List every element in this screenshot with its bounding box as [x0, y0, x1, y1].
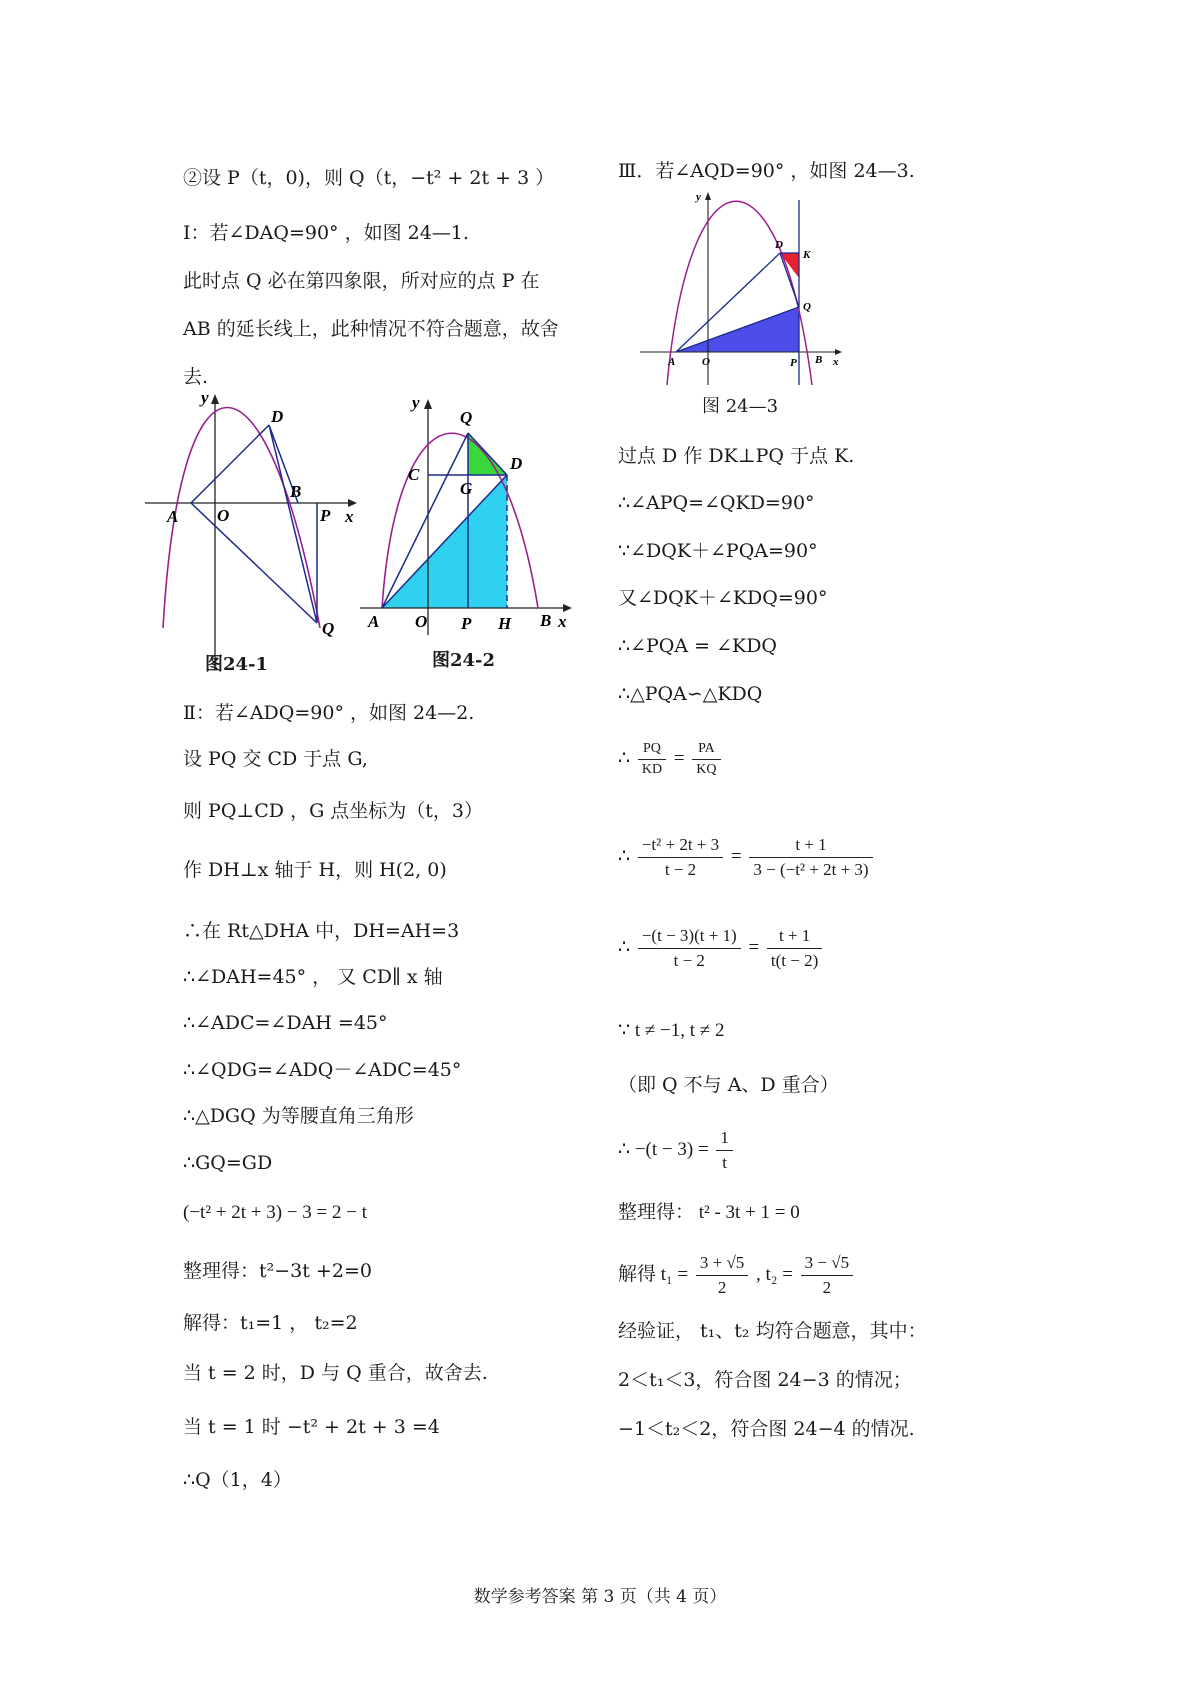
label-O: O: [702, 356, 710, 368]
label-x: x: [345, 507, 354, 526]
numerator: t + 1: [767, 925, 822, 949]
figure-24-3: [640, 190, 850, 390]
fraction: [638, 740, 666, 779]
figure-24-2: [360, 395, 585, 665]
figure-caption: 图 24—3: [702, 396, 779, 417]
label-B: B: [540, 611, 552, 630]
text-line: 去.: [183, 366, 209, 388]
text-line: 作 DH⊥x 轴于 H，则 H(2, 0): [183, 859, 447, 881]
equation: (−t² + 2t + 3) − 3 = 2 − t: [183, 1202, 367, 1223]
label-y: y: [201, 390, 209, 407]
denominator: t − 2: [664, 860, 697, 879]
therefore-symbol: ∴: [618, 845, 631, 867]
label-G: G: [460, 479, 473, 498]
numerator: t + 1: [749, 834, 872, 858]
text-line: ∴Q（1，4）: [183, 1469, 292, 1491]
label-A: A: [368, 612, 380, 631]
text-line: ∵∠DQK＋∠PQA=90°: [618, 540, 818, 562]
equals-sign: =: [748, 936, 760, 958]
label-H: H: [498, 614, 512, 633]
text-line: 整理得： t² - 3t + 1 = 0: [618, 1202, 800, 1223]
numerator: 1: [716, 1127, 733, 1151]
fraction: [801, 1252, 853, 1299]
equals-sign: =: [673, 747, 685, 769]
text-line: 整理得：t²−3t +2=0: [183, 1260, 372, 1282]
equation-ratio: [618, 740, 724, 779]
text-line: ∴△DGQ 为等腰直角三角形: [183, 1105, 414, 1127]
label-C: C: [408, 465, 420, 484]
text-line: ∴△PQA∽△KDQ: [618, 683, 763, 705]
numerator: PA: [692, 740, 720, 760]
fraction: [696, 1252, 748, 1299]
fraction: [767, 925, 822, 972]
text-line: ∵ t ≠ −1, t ≠ 2: [618, 1020, 725, 1041]
therefore-symbol: ∴: [618, 936, 631, 958]
equation-simplified: [618, 1127, 736, 1174]
text-line: 设 PQ 交 CD 于点 G,: [183, 748, 368, 770]
label-y: y: [696, 191, 701, 203]
text-line: 解得：t₁=1 ， t₂=2: [183, 1312, 358, 1334]
denominator: KQ: [696, 762, 717, 777]
fraction: [749, 834, 872, 881]
equation-substituted: [618, 834, 876, 881]
text-line: 经验证， t₁、t₂ 均符合题意，其中：: [618, 1320, 927, 1342]
label-x: x: [558, 612, 567, 631]
denominator: t: [722, 1153, 728, 1172]
text-line: 则 PQ⊥CD ，G 点坐标为（t，3）: [183, 800, 484, 822]
label-D: D: [271, 407, 284, 426]
label-O: O: [217, 506, 230, 525]
label-A: A: [167, 507, 179, 526]
text-line: 过点 D 作 DK⊥PQ 于点 K.: [618, 445, 855, 467]
label-P: P: [790, 357, 797, 369]
text-line: 此时点 Q 必在第四象限，所对应的点 P 在: [183, 270, 540, 292]
text-line: ∴在 Rt△DHA 中，DH=AH=3: [183, 920, 460, 942]
page-footer: 数学参考答案 第 3 页（共 4 页）: [473, 1587, 727, 1607]
solution-separator: , t₂ =: [756, 1263, 793, 1285]
denominator: t − 2: [673, 951, 705, 970]
equation-solutions: [618, 1252, 856, 1299]
text-line: 当 t = 2 时，D 与 Q 重合，故舍去.: [183, 1362, 488, 1384]
fraction: [638, 925, 741, 972]
figure-caption: 图24-1: [205, 654, 269, 675]
text-line: 当 t = 1 时 −t² + 2t + 3 =4: [183, 1416, 440, 1438]
numerator: PQ: [638, 740, 666, 760]
numerator: 3 + √5: [696, 1252, 748, 1276]
text-line: Ⅲ．若∠AQD=90° ，如图 24—3.: [618, 160, 915, 182]
label-A: A: [668, 356, 676, 368]
text-line: ∴∠QDG=∠ADQ－∠ADC=45°: [183, 1059, 462, 1081]
text-line: （即 Q 不与 A、D 重合）: [618, 1074, 839, 1096]
text-line: ∴∠APQ=∠QKD=90°: [618, 492, 815, 514]
label-P: P: [320, 506, 331, 525]
label-Q: Q: [460, 408, 473, 427]
label-x: x: [833, 356, 839, 368]
denominator: KD: [641, 762, 663, 777]
denominator: 2: [822, 1278, 832, 1297]
text-line: 又∠DQK＋∠KDQ=90°: [618, 587, 828, 609]
label-D: D: [775, 239, 783, 251]
text-line: ②设 P（t，0)，则 Q（t，−t² + 2t + 3 ）: [183, 167, 555, 189]
label-O: O: [415, 612, 428, 631]
denominator: 2: [717, 1278, 727, 1297]
solution-label: 解得 t₁ =: [618, 1263, 689, 1285]
denominator: t(t − 2): [770, 951, 819, 970]
numerator: −t² + 2t + 3: [638, 834, 723, 858]
label-B: B: [290, 482, 302, 501]
text-line: ∴∠ADC=∠DAH =45°: [183, 1012, 388, 1034]
label-B: B: [815, 354, 823, 366]
label-Q: Q: [322, 619, 335, 638]
text-line: ∴GQ=GD: [183, 1152, 273, 1174]
therefore-symbol: ∴: [618, 747, 631, 769]
text-line: Ⅰ：若∠DAQ=90° ，如图 24—1.: [183, 222, 469, 244]
text-line: Ⅱ：若∠ADQ=90° ，如图 24—2.: [183, 702, 475, 724]
numerator: −(t − 3)(t + 1): [638, 925, 741, 949]
text-line: ∴∠PQA = ∠KDQ: [618, 635, 778, 657]
denominator: 3 − (−t² + 2t + 3): [753, 860, 869, 879]
figure-caption: 图24-2: [432, 650, 496, 671]
equation-lhs: ∴ −(t − 3) =: [618, 1138, 709, 1160]
text-line: −1＜t₂＜2，符合图 24−4 的情况.: [618, 1418, 915, 1440]
figure-24-1: [145, 390, 370, 675]
label-K: K: [803, 249, 811, 261]
equation-factored: [618, 925, 825, 972]
label-y: y: [412, 395, 420, 412]
text-line: ∴∠DAH=45° ， 又 CD∥ x 轴: [183, 966, 443, 988]
label-D: D: [510, 454, 523, 473]
numerator: 3 − √5: [801, 1252, 853, 1276]
fraction: [638, 834, 723, 881]
text-line: AB 的延长线上，此种情况不符合题意，故舍: [183, 318, 559, 340]
label-P: P: [461, 614, 472, 633]
fraction: [716, 1127, 733, 1174]
text-line: 2＜t₁＜3，符合图 24−3 的情况；: [618, 1369, 912, 1391]
label-Q: Q: [803, 301, 811, 313]
equals-sign: =: [730, 845, 742, 867]
fraction: [692, 740, 720, 779]
